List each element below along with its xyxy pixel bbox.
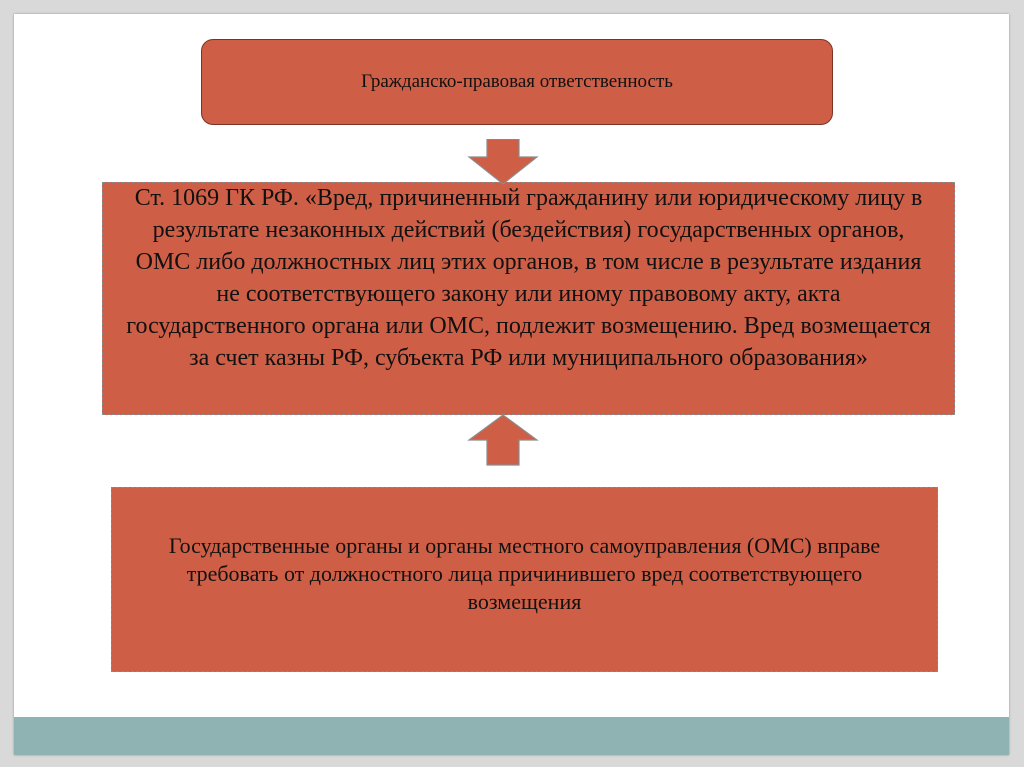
- bottom-box-text: Государственные органы и органы местного самоуправления (ОМС) вправе требовать от должностного лица причинившего вред соответствующего возмещения: [168, 532, 881, 614]
- top-box-text: Гражданско-правовая ответственность: [361, 71, 673, 92]
- arrow-up-icon: [467, 414, 539, 466]
- arrow-down-icon: [467, 139, 539, 185]
- top-box-civil-liability: [201, 39, 833, 125]
- slide: [14, 14, 1009, 755]
- middle-box-article-1069: [102, 182, 955, 415]
- bottom-box-recourse: [111, 487, 938, 672]
- middle-box-text: Ст. 1069 ГК РФ. «Вред, причиненный гражданину или юридическому лицу в результате незаконных действий (бездействия) государственных органов, ОМС либо должностных лиц этих органов, в том числе в результате издания не соответствующего закону или иному правовому акту, акта государственного органа или ОМС, подлежит возмещению. Вред возмещается за счет казны РФ, субъекта РФ или муниципального образования»: [126, 185, 931, 371]
- footer-bar: [14, 717, 1009, 755]
